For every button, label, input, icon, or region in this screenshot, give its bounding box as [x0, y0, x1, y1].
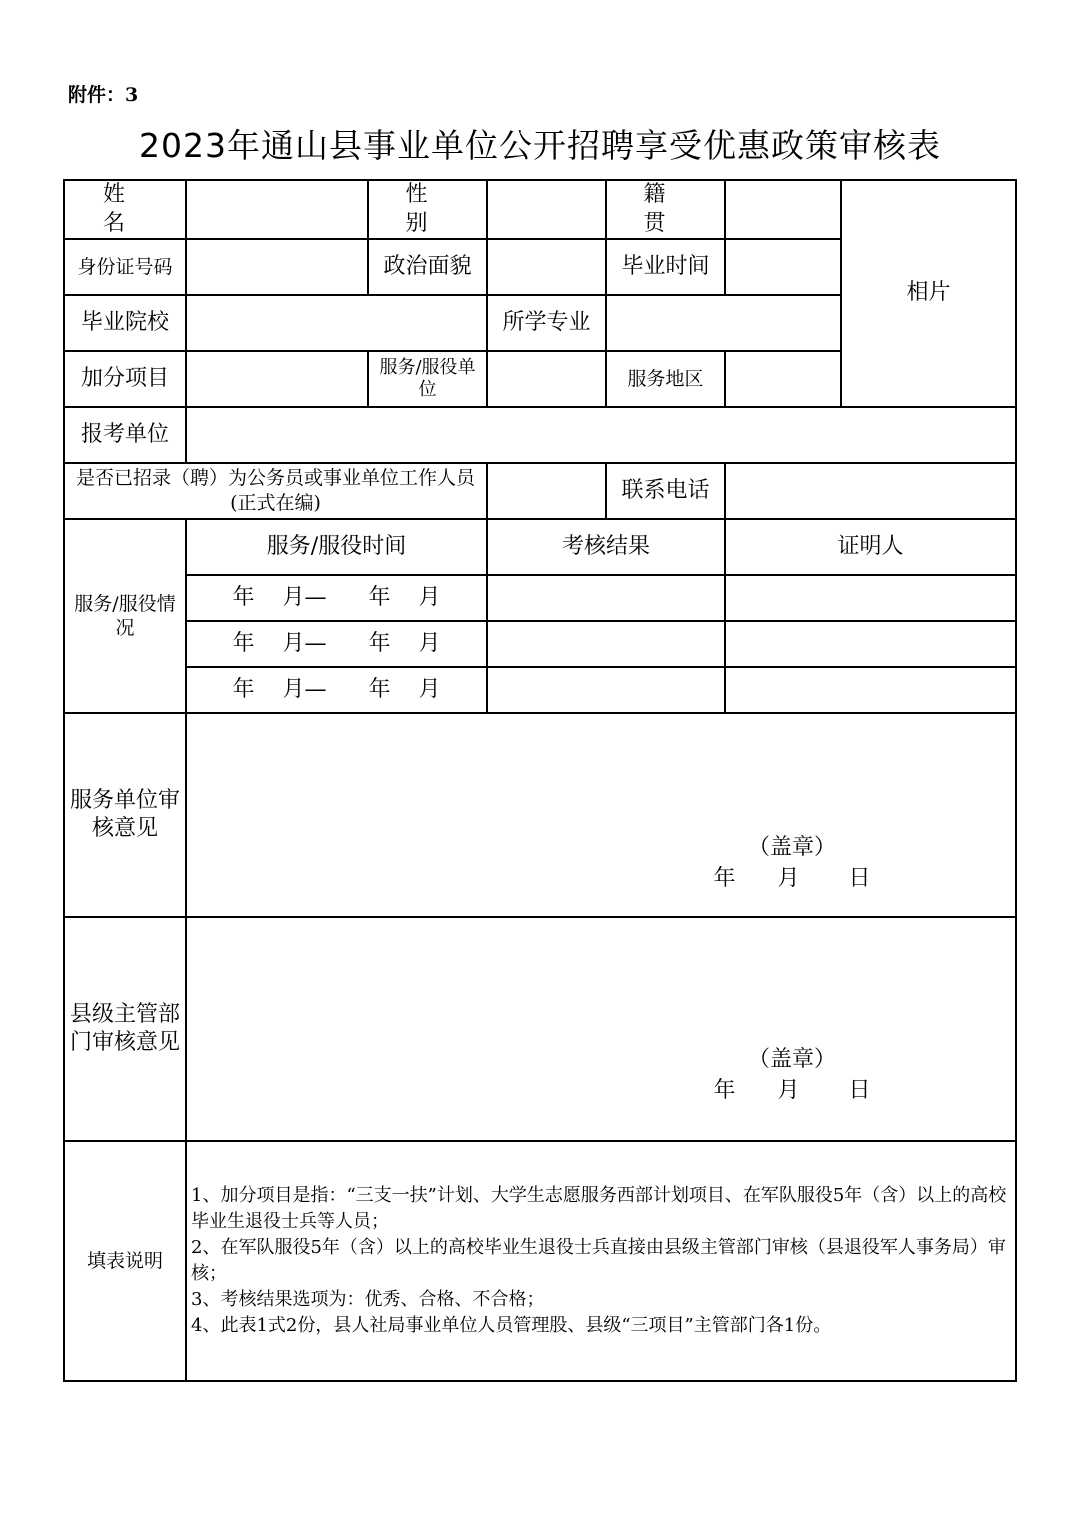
service-period-3[interactable]: 年 月— 年 月 — [186, 667, 487, 713]
seal-text: （盖章） — [747, 835, 836, 861]
assessment-result-2[interactable] — [487, 621, 725, 667]
seal-text: （盖章） — [747, 1047, 836, 1073]
bonus-item-label: 加分项目 — [64, 351, 186, 407]
county-dept-opinion-label: 县级主管部门审核意见 — [64, 917, 186, 1141]
service-unit-input[interactable] — [487, 351, 606, 407]
photo-cell: 相片 — [841, 180, 1016, 407]
name-input[interactable] — [186, 180, 368, 239]
already-hired-label: 是否已招录（聘）为公务员或事业单位工作人员(正式在编) — [64, 463, 487, 519]
instructions-text — [186, 1141, 1016, 1381]
phone-input[interactable] — [725, 463, 1016, 519]
service-region-input[interactable] — [725, 351, 841, 407]
applied-unit-input[interactable] — [186, 407, 1016, 463]
instruction-item: 3、考核结果选项为：优秀、合格、不合格； — [191, 1289, 545, 1311]
county-dept-seal-block — [642, 1044, 942, 1106]
assessment-result-3[interactable] — [487, 667, 725, 713]
attachment-label: 附件：3 — [68, 84, 139, 106]
instructions-label: 填表说明 — [64, 1141, 186, 1381]
page-title: 2023年通山县事业单位公开招聘享受优惠政策审核表 — [139, 126, 941, 165]
service-unit-label: 服务/服役单位 — [368, 351, 487, 407]
witness-1[interactable] — [725, 575, 1016, 621]
instruction-item: 2、在军队服役5年（含）以上的高校毕业生退役士兵直接由县级主管部门审核（县退役军人事务局）审核； — [191, 1237, 1006, 1285]
id-number-label: 身份证号码 — [64, 239, 186, 295]
id-number-input[interactable] — [186, 239, 368, 295]
political-status-input[interactable] — [487, 239, 606, 295]
applied-unit-label: 报考单位 — [64, 407, 186, 463]
service-unit-seal-block — [642, 832, 942, 894]
instruction-item: 1、加分项目是指：“三支一扶”计划、大学生志愿服务西部计划项目、在军队服役5年（含）以上的高校毕业生退役士兵等人员； — [191, 1184, 1007, 1232]
assessment-result-1[interactable] — [487, 575, 725, 621]
graduation-time-label: 毕业时间 — [606, 239, 725, 295]
graduation-school-input[interactable] — [186, 295, 487, 351]
date-text: 年 月 日 — [713, 866, 871, 892]
witness-2[interactable] — [725, 621, 1016, 667]
service-section-label: 服务/服役情况 — [64, 519, 186, 713]
graduation-school-label: 毕业院校 — [64, 295, 186, 351]
instruction-item: 4、此表1式2份，县人社局事业单位人员管理股、县级“三项目”主管部门各1份。 — [191, 1315, 832, 1337]
service-region-label: 服务地区 — [606, 351, 725, 407]
gender-input[interactable] — [487, 180, 606, 239]
county-dept-opinion-area[interactable] — [186, 917, 1016, 1141]
name-label: 姓 名 — [64, 180, 186, 239]
service-period-1[interactable]: 年 月— 年 月 — [186, 575, 487, 621]
review-form-table — [63, 179, 1017, 1382]
bonus-item-input[interactable] — [186, 351, 368, 407]
date-text: 年 月 日 — [713, 1078, 871, 1104]
witness-3[interactable] — [725, 667, 1016, 713]
service-time-header: 服务/服役时间 — [186, 519, 487, 575]
already-hired-input[interactable] — [487, 463, 606, 519]
service-period-2[interactable]: 年 月— 年 月 — [186, 621, 487, 667]
graduation-time-input[interactable] — [725, 239, 841, 295]
assessment-result-header: 考核结果 — [487, 519, 725, 575]
native-place-label: 籍 贯 — [606, 180, 725, 239]
phone-label: 联系电话 — [606, 463, 725, 519]
major-input[interactable] — [606, 295, 841, 351]
native-place-input[interactable] — [725, 180, 841, 239]
witness-header: 证明人 — [725, 519, 1016, 575]
gender-label: 性 别 — [368, 180, 487, 239]
service-unit-opinion-area[interactable] — [186, 713, 1016, 917]
major-label: 所学专业 — [487, 295, 606, 351]
political-status-label: 政治面貌 — [368, 239, 487, 295]
service-unit-opinion-label: 服务单位审核意见 — [64, 713, 186, 917]
